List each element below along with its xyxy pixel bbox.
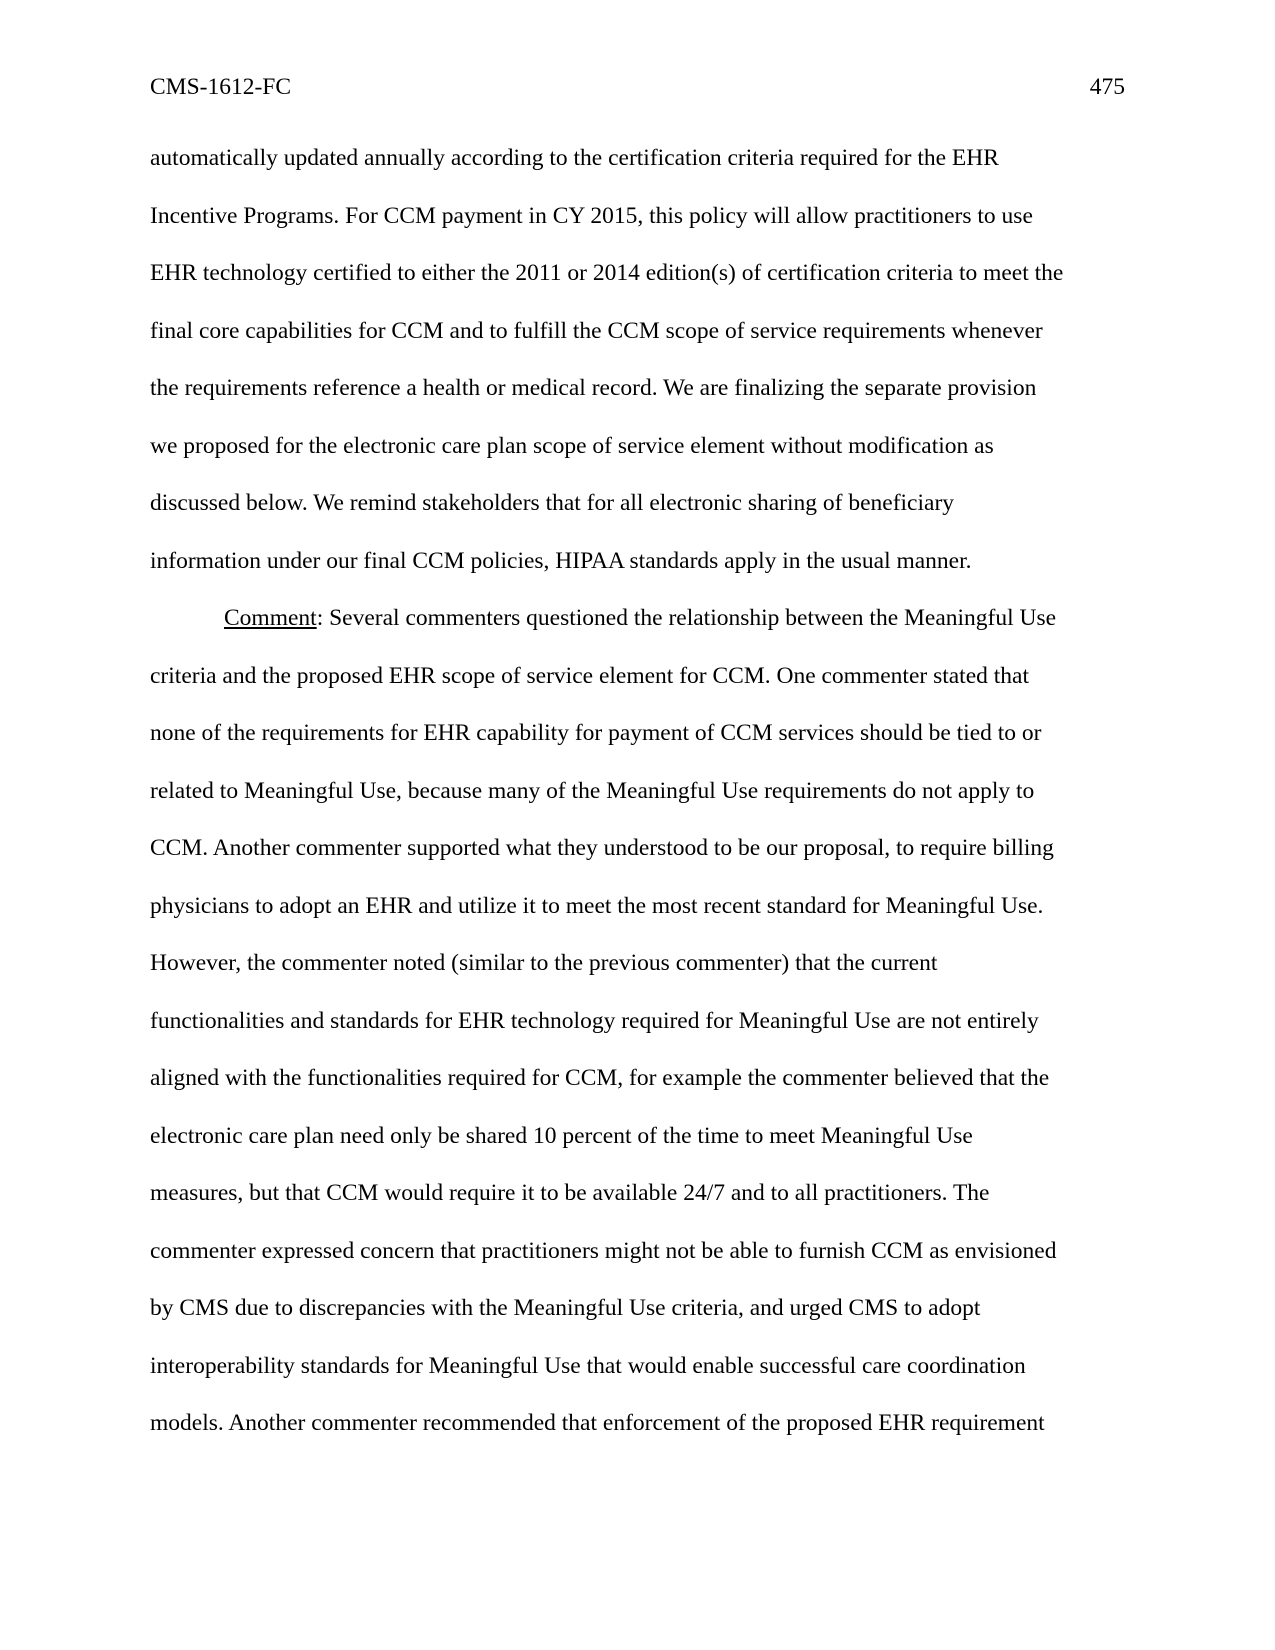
paragraph-1 [150, 143, 1135, 603]
page-number: 475 [1089, 74, 1125, 100]
text-line: none of the requirements for EHR capability for payment of CCM services should be tied to or [150, 720, 1042, 746]
text-line: physicians to adopt an EHR and utilize it to meet the most recent standard for Meaningful Use. [150, 892, 1044, 919]
text-line: However, the commenter noted (similar to the previous commenter) that the current [150, 950, 938, 976]
document-id: CMS-1612-FC [150, 74, 292, 100]
comment-first-line-text: : Several commenters questioned the relationship between the Meaningful Use [316, 605, 1057, 631]
text-line: information under our final CCM policies, HIPAA standards apply in the usual manner. [150, 547, 972, 574]
text-line: by CMS due to discrepancies with the Meaningful Use criteria, and urged CMS to adopt [150, 1295, 981, 1321]
text-line: functionalities and standards for EHR technology required for Meaningful Use are not entirely [150, 1007, 1039, 1034]
text-line: related to Meaningful Use, because many of the Meaningful Use requirements do not apply to [150, 777, 1035, 804]
text-line-first [150, 603, 1135, 661]
paragraph-comment [150, 603, 1135, 1466]
text-line: criteria and the proposed EHR scope of service element for CCM. One commenter stated that [150, 662, 1030, 689]
text-line: aligned with the functionalities required for CCM, for example the commenter believed that the [150, 1065, 1050, 1091]
text-line: discussed below. We remind stakeholders that for all electronic sharing of beneficiary [150, 490, 955, 516]
text-line: CCM. Another commenter supported what they understood to be our proposal, to require billing [150, 835, 1054, 861]
text-line: electronic care plan need only be shared 10 percent of the time to meet Meaningful Use [150, 1122, 973, 1149]
text-line: we proposed for the electronic care plan scope of service element without modification as [150, 432, 994, 459]
document-body [150, 143, 1135, 1466]
text-line: measures, but that CCM would require it to be available 24/7 and to all practitioners. The [150, 1180, 990, 1206]
text-line: EHR technology certified to either the 2011 or 2014 edition(s) of certification criteria to meet the [150, 260, 1064, 286]
comment-label: Comment [224, 605, 317, 631]
text-line: interoperability standards for Meaningful Use that would enable successful care coordination [150, 1352, 1026, 1379]
text-line: Incentive Programs. For CCM payment in CY 2015, this policy will allow practitioners to use [150, 202, 1033, 229]
text-line: models. Another commenter recommended that enforcement of the proposed EHR requirement [150, 1410, 1045, 1436]
text-line: commenter expressed concern that practitioners might not be able to furnish CCM as envisioned [150, 1237, 1057, 1264]
page-header [150, 74, 1125, 104]
text-line: the requirements reference a health or medical record. We are finalizing the separate provision [150, 375, 1037, 401]
text-line: automatically updated annually according to the certification criteria required for the EHR [150, 145, 999, 171]
text-line: final core capabilities for CCM and to fulfill the CCM scope of service requirements whenever [150, 317, 1043, 344]
